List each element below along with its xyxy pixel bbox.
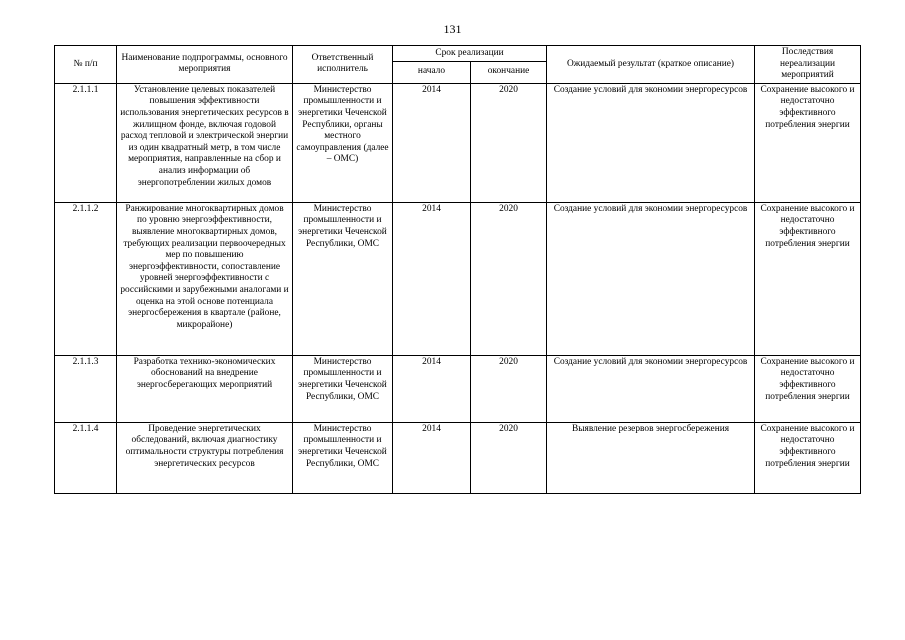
page-number: 131 [443, 22, 462, 36]
cell-num: 2.1.1.2 [55, 202, 117, 355]
program-measures-table [54, 45, 861, 494]
cell-end: 2020 [471, 422, 547, 493]
cell-consequences: Сохранение высокого и недостаточно эффективного потребления энергии [755, 83, 861, 202]
cell-executor: Министерство промышленности и энергетики Чеченской Республики, ОМС [293, 202, 393, 355]
cell-result: Создание условий для экономии энергоресурсов [547, 83, 755, 202]
cell-name: Проведение энергетических обследований, включая диагностику оптимальности структуры потребления энергетических ресурсов [117, 422, 293, 493]
cell-result: Создание условий для экономии энергоресурсов [547, 355, 755, 422]
header-num: № п/п [55, 46, 117, 84]
cell-num: 2.1.1.4 [55, 422, 117, 493]
cell-end: 2020 [471, 355, 547, 422]
table-row [55, 83, 861, 202]
header-result: Ожидаемый результат (краткое описание) [547, 46, 755, 84]
cell-consequences: Сохранение высокого и недостаточно эффективного потребления энергии [755, 202, 861, 355]
cell-end: 2020 [471, 202, 547, 355]
cell-consequences: Сохранение высокого и недостаточно эффективного потребления энергии [755, 422, 861, 493]
header-end: окончание [471, 61, 547, 83]
cell-start: 2014 [393, 422, 471, 493]
table-row [55, 422, 861, 493]
cell-num: 2.1.1.3 [55, 355, 117, 422]
cell-result: Создание условий для экономии энергоресурсов [547, 202, 755, 355]
cell-name: Установление целевых показателей повышения эффективности использования энергетических ресурсов в жилищном фонде, включая годовой расход тепловой и электрической энергии из один квадратный метр, в том числе мероприятия, направленные на сбор и анализ информации об энергопотреблении жилых домов [117, 83, 293, 202]
cell-num: 2.1.1.1 [55, 83, 117, 202]
cell-executor: Министерство промышленности и энергетики Чеченской Республики, органы местного самоуправления (далее – ОМС) [293, 83, 393, 202]
cell-end: 2020 [471, 83, 547, 202]
table-row [55, 355, 861, 422]
header-name: Наименование подпрограммы, основного мероприятия [117, 46, 293, 84]
header-period: Срок реализации [393, 46, 547, 62]
table-row [55, 202, 861, 355]
cell-result: Выявление резервов энергосбережения [547, 422, 755, 493]
cell-executor: Министерство промышленности и энергетики Чеченской Республики, ОМС [293, 422, 393, 493]
header-start: начало [393, 61, 471, 83]
header-consequences: Последствия нереализации мероприятий [755, 46, 861, 84]
cell-name: Ранжирование многоквартирных домов по уровню энергоэффективности, выявление многоквартирных домов, требующих реализации первоочередных мер по повышению энергоэффективности, сопоставление уровней энергоэффективности с российскими и зарубежными аналогами и оценка на этой основе потенциала энергосбережения в квартале (районе, микрорайоне) [117, 202, 293, 355]
table-header [55, 46, 861, 84]
cell-start: 2014 [393, 83, 471, 202]
cell-start: 2014 [393, 355, 471, 422]
cell-executor: Министерство промышленности и энергетики Чеченской Республики, ОМС [293, 355, 393, 422]
header-executor: Ответственный исполнитель [293, 46, 393, 84]
cell-start: 2014 [393, 202, 471, 355]
cell-consequences: Сохранение высокого и недостаточно эффективного потребления энергии [755, 355, 861, 422]
cell-name: Разработка технико-экономических обоснований на внедрение энергосберегающих мероприятий [117, 355, 293, 422]
